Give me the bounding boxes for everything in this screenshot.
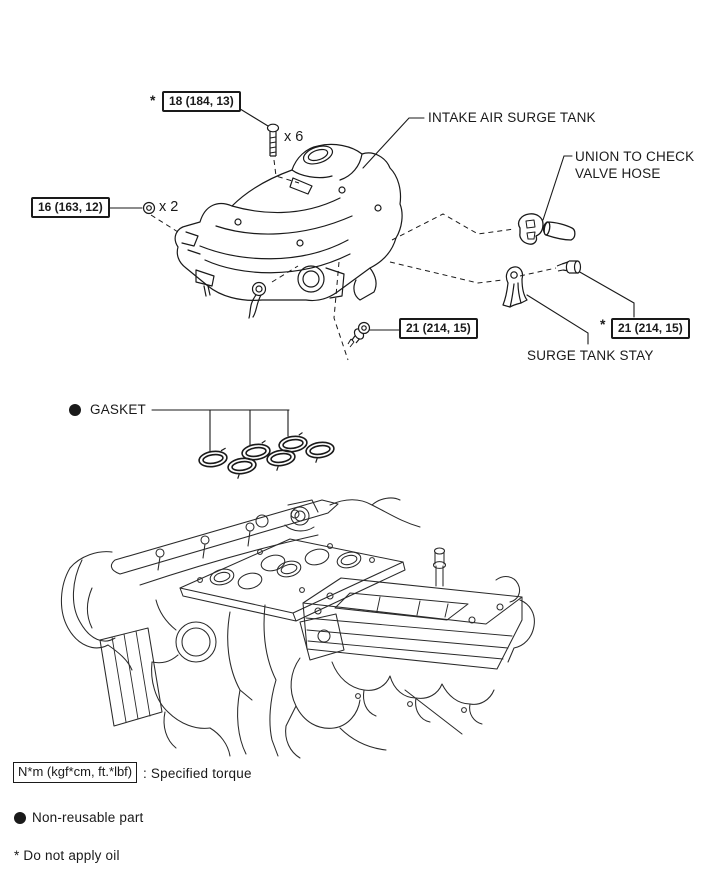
torque-label-nut2: 16 (163, 12)	[31, 197, 110, 218]
union-label-line1: UNION TO CHECK	[575, 149, 695, 164]
check-valve-hose-drawing	[543, 222, 575, 240]
bolt-front-icon	[348, 323, 370, 348]
label-gasket: GASKET	[90, 402, 146, 417]
engine-assembly-drawing	[61, 498, 534, 758]
torque-label-front21: 21 (214, 15)	[399, 318, 478, 339]
surge-tank-drawing	[175, 143, 402, 318]
bolt-rear-icon	[557, 261, 581, 273]
legend-non-reusable: Non-reusable part	[32, 810, 144, 825]
label-surge-tank-stay: SURGE TANK STAY	[527, 348, 654, 363]
asterisk-rear21: *	[600, 316, 606, 332]
hose-clamp-icon	[519, 214, 543, 244]
asterisk-bolt6: *	[150, 92, 156, 108]
nut-x2-icon	[144, 203, 155, 214]
leader-lines	[102, 104, 634, 451]
gasket-rings-drawing	[198, 432, 336, 480]
surge-tank-stay-drawing	[503, 267, 527, 307]
bolt6-count: x 6	[284, 129, 304, 145]
legend-torque-unit-box: N*m (kgf*cm, ft.*lbf)	[13, 762, 137, 783]
torque-label-bolt6: 18 (184, 13)	[162, 91, 241, 112]
legend-do-not-apply-oil: * Do not apply oil	[14, 848, 120, 863]
nut2-count: x 2	[159, 199, 179, 215]
non-reusable-bullet-icon	[14, 812, 26, 824]
legend-torque-meaning: : Specified torque	[143, 766, 252, 781]
label-union-to-check-valve-hose	[575, 148, 694, 182]
union-label-line2: VALVE HOSE	[575, 166, 661, 181]
reference-dashed-lines	[151, 160, 556, 360]
bolt-x6-icon	[268, 124, 279, 156]
gasket-bullet-icon	[69, 404, 81, 416]
label-intake-air-surge-tank: INTAKE AIR SURGE TANK	[428, 110, 596, 125]
torque-label-rear21: 21 (214, 15)	[611, 318, 690, 339]
